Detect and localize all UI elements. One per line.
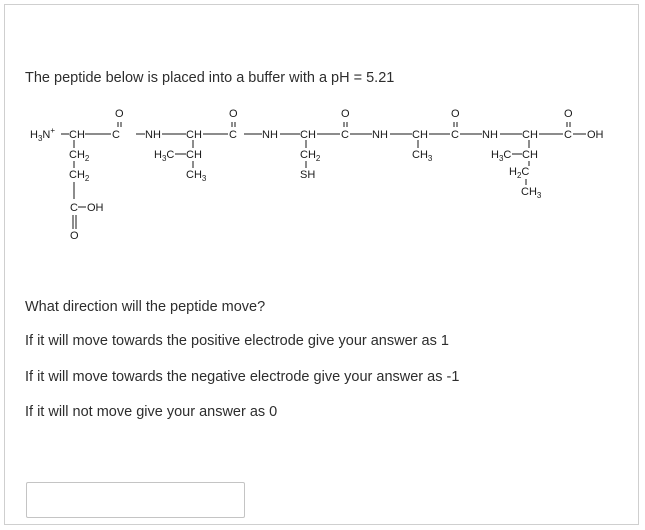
c-terminus-oh: OH: [587, 129, 604, 141]
glu-ch2-b: $CH_2$: [69, 169, 90, 183]
cys-ch2: $CH_2$: [300, 149, 321, 163]
peptide-structure: [0, 95, 645, 255]
carbonyl-oxygen-1: O: [115, 108, 124, 120]
carbonyl-carbon-4: C: [451, 129, 459, 141]
ile-ch3: $CH_3$: [521, 186, 542, 200]
glu-carboxyl-oh: OH: [87, 202, 104, 214]
carbonyl-oxygen-5: O: [564, 108, 573, 120]
alpha-carbon-5: CH: [522, 129, 538, 141]
ala-ch3: $CH_3$: [412, 149, 433, 163]
val-ch: CH: [186, 149, 202, 161]
nh-3: NH: [262, 129, 278, 141]
question-prompt: What direction will the peptide move?: [25, 299, 266, 315]
carbonyl-carbon-5: C: [564, 129, 572, 141]
carbonyl-carbon-1: C: [112, 129, 120, 141]
val-h3c: $H_3C$: [154, 149, 175, 163]
glu-ch2-a: $CH_2$: [69, 149, 90, 163]
alpha-carbon-3: CH: [300, 129, 316, 141]
alpha-carbon-1: CH: [69, 129, 85, 141]
option-positive: If it will move towards the positive electrode give your answer as 1: [25, 333, 449, 349]
ile-h3c: $H_3C$: [491, 149, 512, 163]
glu-carboxyl-o: O: [70, 230, 79, 242]
nh-4: NH: [372, 129, 388, 141]
cys-sh: SH: [300, 169, 316, 181]
carbonyl-oxygen-3: O: [341, 108, 350, 120]
ile-h2c: $H_2C$: [509, 166, 530, 180]
nh-2: NH: [145, 129, 161, 141]
answer-input[interactable]: [26, 482, 245, 518]
nh-5: NH: [482, 129, 498, 141]
carbonyl-carbon-2: C: [229, 129, 237, 141]
carbonyl-oxygen-4: O: [451, 108, 460, 120]
alpha-carbon-2: CH: [186, 129, 202, 141]
val-ch3: $CH_3$: [186, 169, 207, 183]
glu-carboxyl-c: C: [70, 202, 78, 214]
n-terminus: $H_3N^+$: [30, 126, 56, 143]
option-none: If it will not move give your answer as 0: [25, 404, 278, 420]
question-intro: The peptide below is placed into a buffer with a pH = 5.21: [25, 70, 395, 86]
carbonyl-carbon-3: C: [341, 129, 349, 141]
option-negative: If it will move towards the negative electrode give your answer as -1: [25, 369, 460, 385]
carbonyl-oxygen-2: O: [229, 108, 238, 120]
alpha-carbon-4: CH: [412, 129, 428, 141]
ile-ch: CH: [522, 149, 538, 161]
